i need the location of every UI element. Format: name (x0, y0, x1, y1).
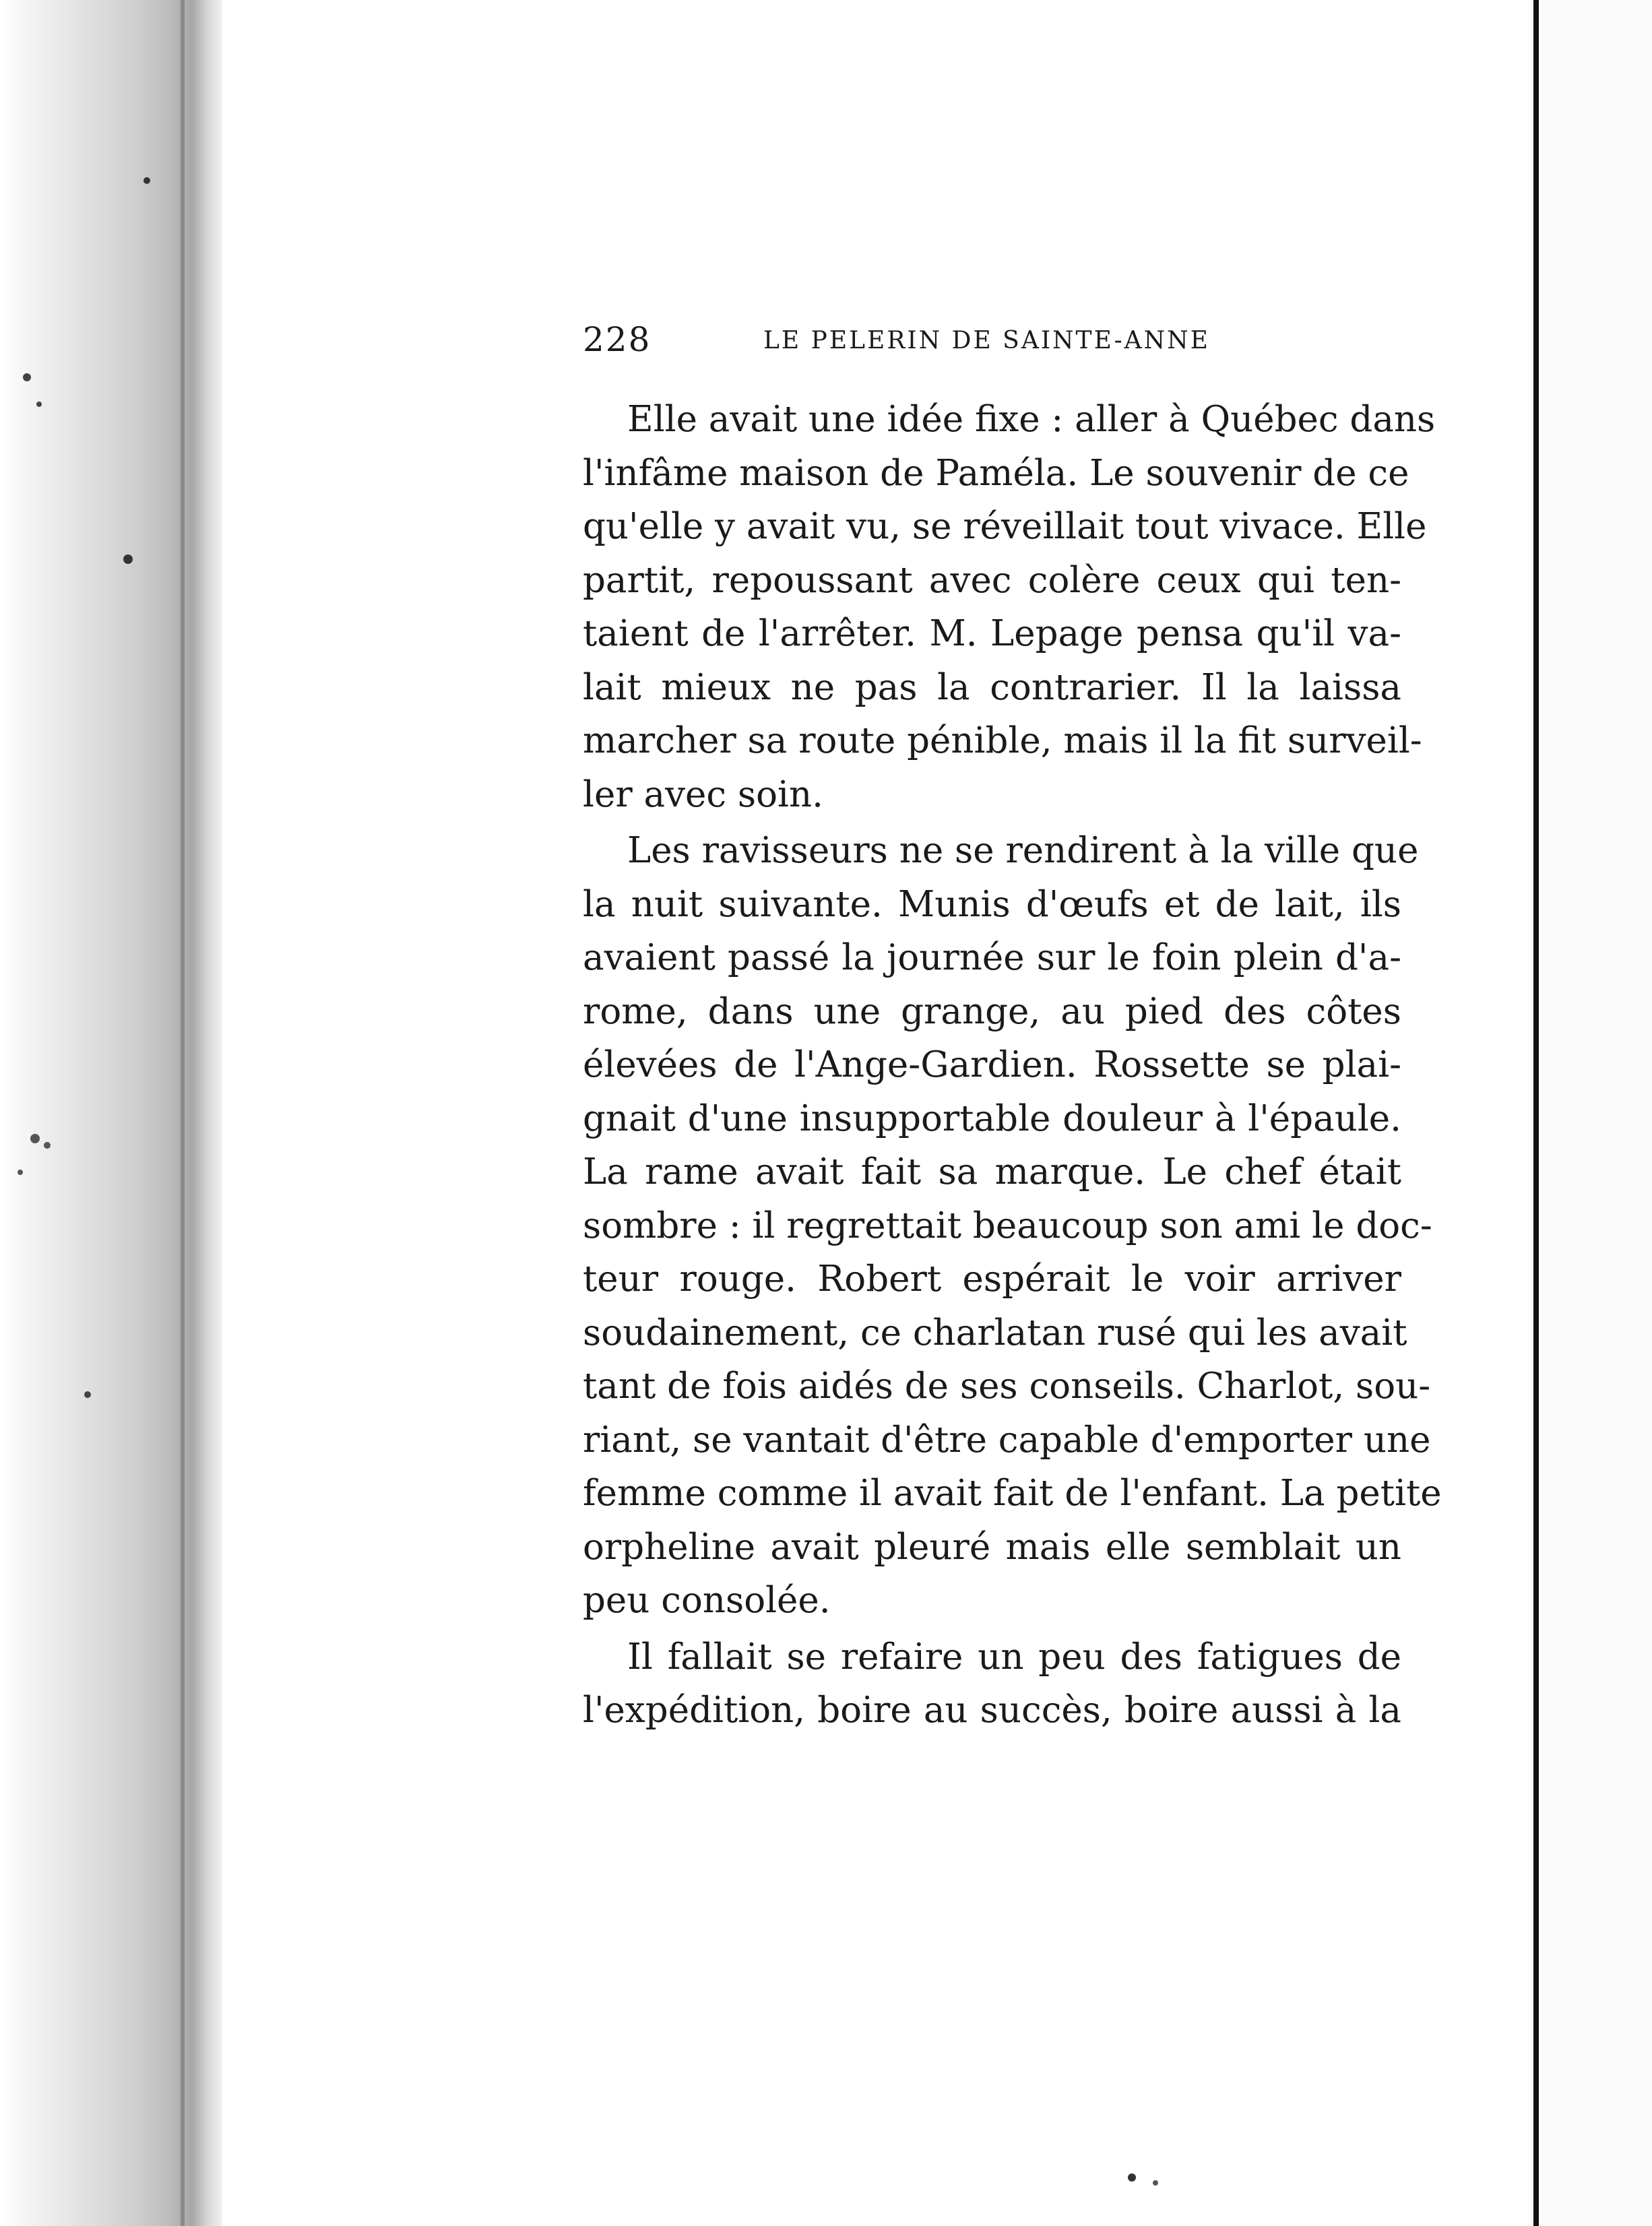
text-line: sombre : il regrettait beaucoup son ami le doc- (583, 1205, 1432, 1246)
running-title: LE PELERIN DE SAINTE-ANNE (763, 327, 1210, 354)
text-line: Il fallait se refaire un peu des fatigues de (627, 1636, 1401, 1678)
text-line: partit, repoussant avec colère ceux qui ten- (583, 559, 1401, 601)
paragraph-3 (583, 1630, 1401, 1738)
text-line: gnait d'une insupportable douleur à l'épaule. (583, 1098, 1401, 1139)
text-line: teur rouge. Robert espérait le voir arriver (583, 1259, 1401, 1300)
text-line: rome, dans une grange, au pied des côtes (583, 990, 1401, 1032)
text-line: femme comme il avait fait de l'enfant. La petite (583, 1473, 1442, 1514)
text-line: orpheline avait pleuré mais elle semblait un (583, 1526, 1401, 1568)
text-line: la nuit suivante. Munis d'œufs et de lait, ils (583, 883, 1401, 925)
text-line: soudainement, ce charlatan rusé qui les avait (583, 1312, 1407, 1354)
text-line: riant, se vantait d'être capable d'emporter une (583, 1419, 1431, 1461)
page-number: 228 (583, 320, 652, 359)
page-edge-line (1533, 0, 1539, 2226)
page-header (583, 320, 1401, 367)
paragraph-1 (583, 393, 1436, 821)
text-line: ler avec soin. (583, 773, 823, 815)
text-line: qu'elle y avait vu, se réveillait tout vivace. Elle (583, 506, 1427, 547)
text-line: élevées de l'Ange-Gardien. Rossette se plai- (583, 1044, 1401, 1085)
text-line: Elle avait une idée fixe : aller à Québec dans (627, 399, 1436, 440)
text-line: l'infâme maison de Paméla. Le souvenir de ce (583, 452, 1409, 494)
text-line: avaient passé la journée sur le foin plein d'a- (583, 937, 1401, 978)
binding-gutter (0, 0, 222, 2226)
text-line: tant de fois aidés de ses conseils. Charlot, sou- (583, 1366, 1431, 1407)
text-line: peu consolée. (583, 1580, 831, 1621)
adjacent-page-edge (1528, 0, 1652, 2226)
text-line: La rame avait fait sa marque. Le chef était (583, 1151, 1401, 1192)
text-line: marcher sa route pénible, mais il la fit surveil- (583, 720, 1422, 761)
book-page (583, 320, 1442, 1738)
text-line: taient de l'arrêter. M. Lepage pensa qu'il va- (583, 613, 1401, 654)
paragraph-2 (583, 824, 1442, 1628)
text-line: Les ravisseurs ne se rendirent à la ville que (627, 830, 1419, 871)
text-line: lait mieux ne pas la contrarier. Il la laissa (583, 666, 1401, 708)
binding-edge-line (181, 0, 185, 2226)
text-line: l'expédition, boire au succès, boire aussi à la (583, 1690, 1401, 1731)
body-text (583, 393, 1442, 1738)
